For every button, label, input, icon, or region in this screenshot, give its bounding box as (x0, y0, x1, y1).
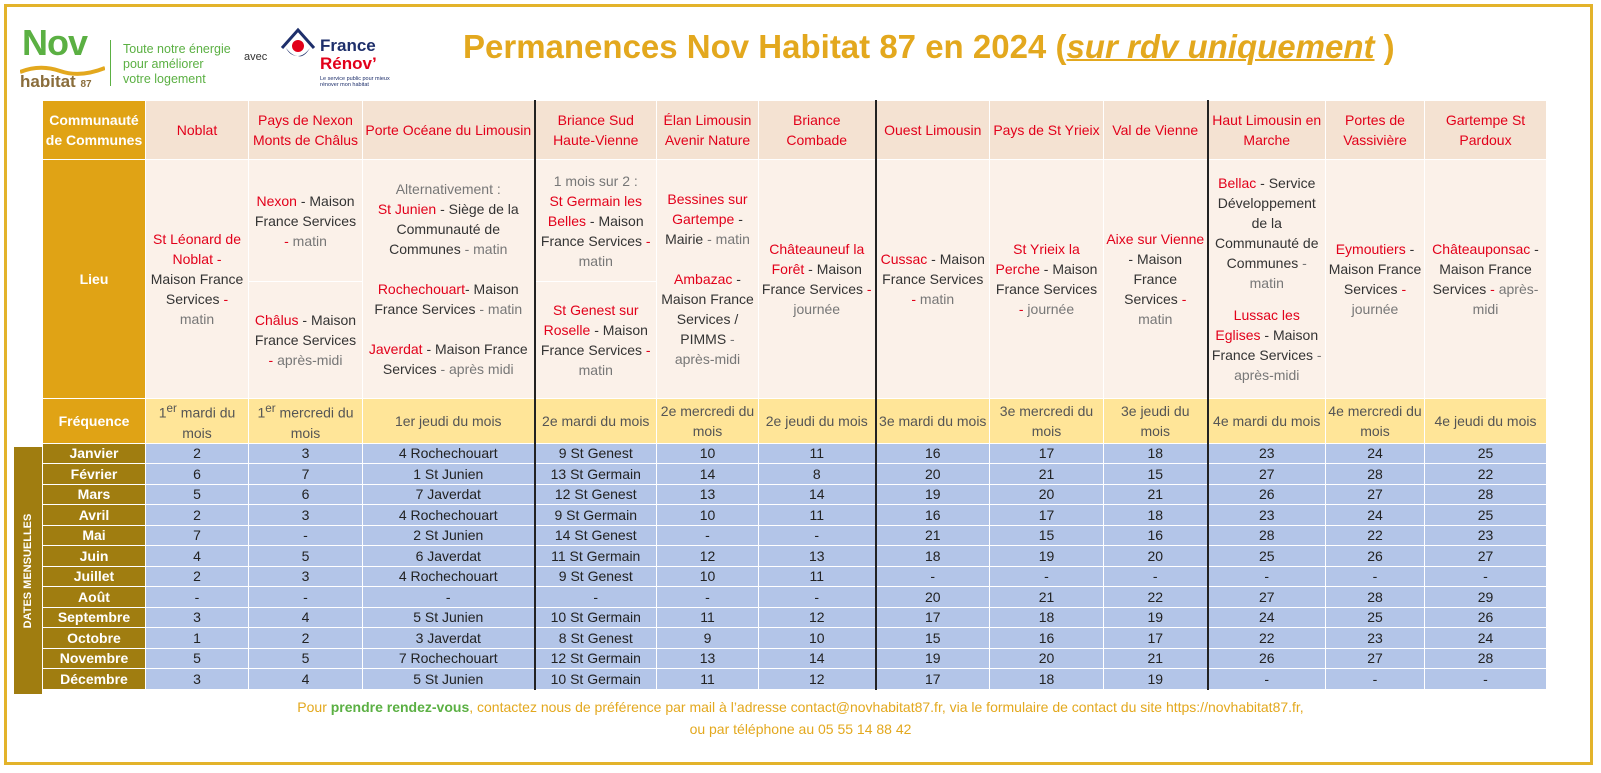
date-cell: 28 (1326, 587, 1425, 608)
table-row (43, 648, 1547, 669)
date-cell: 23 (1425, 525, 1547, 546)
table-row (43, 505, 1547, 526)
date-cell: 8 (759, 464, 876, 485)
cc-row (43, 101, 1547, 160)
cc-header: Val de Vienne (1104, 101, 1208, 160)
date-cell: - (1425, 566, 1547, 587)
date-cell: 5 (146, 648, 249, 669)
date-cell: 1 St Junien (363, 464, 535, 485)
date-cell: 2 St Junien (363, 525, 535, 546)
month-label: Septembre (43, 607, 146, 628)
lieu-cell: St Léonard de Noblat - Maison France Services - matin (146, 160, 249, 399)
date-cell: 5 (249, 648, 363, 669)
table-row (43, 443, 1547, 464)
date-cell: 24 (1208, 607, 1326, 628)
date-cell: 11 (759, 505, 876, 526)
date-cell: - (1208, 566, 1326, 587)
date-cell: 21 (1104, 648, 1208, 669)
frequence-row (43, 399, 1547, 444)
date-cell: 24 (1326, 505, 1425, 526)
permanences-table (42, 100, 1547, 690)
table-row (43, 628, 1547, 649)
date-cell: 10 St Germain (535, 669, 657, 690)
date-cell: 13 St Germain (535, 464, 657, 485)
date-cell: 10 (759, 628, 876, 649)
frequence-cell: 3e jeudi du mois (1104, 399, 1208, 444)
date-cell: 26 (1326, 546, 1425, 567)
date-cell: 19 (1104, 607, 1208, 628)
date-cell: 15 (1104, 464, 1208, 485)
table-row (43, 464, 1547, 485)
frequence-cell: 3e mardi du mois (876, 399, 990, 444)
lieu-row-label: Lieu (43, 160, 146, 399)
page-title: Permanences Nov Habitat 87 en 2024 (sur rdv uniquement ) (463, 28, 1395, 65)
date-cell: 11 (759, 443, 876, 464)
date-cell: 3 (249, 505, 363, 526)
date-cell: 20 (990, 648, 1104, 669)
month-label: Octobre (43, 628, 146, 649)
date-cell: 1 (146, 628, 249, 649)
date-cell: 7 Rochechouart (363, 648, 535, 669)
date-cell: - (1326, 669, 1425, 690)
date-cell: 6 (249, 484, 363, 505)
date-cell: 9 St Genest (535, 443, 657, 464)
date-cell: 16 (876, 443, 990, 464)
date-cell: 2 (146, 566, 249, 587)
date-cell: 12 (759, 669, 876, 690)
date-cell: 4 (249, 669, 363, 690)
date-cell: 22 (1326, 525, 1425, 546)
date-cell: 12 St Genest (535, 484, 657, 505)
date-cell: 13 (657, 648, 759, 669)
table-row (43, 484, 1547, 505)
date-cell: 19 (990, 546, 1104, 567)
date-cell: 21 (990, 587, 1104, 608)
date-cell: 7 (146, 525, 249, 546)
lieu-cell: Bessines sur Gartempe - Mairie - matin Ambazac - Maison France Services / PIMMS - après-midi (657, 160, 759, 399)
date-cell: 20 (876, 464, 990, 485)
date-cell: 17 (876, 607, 990, 628)
date-cell: 12 St Germain (535, 648, 657, 669)
frequence-cell: 1er jeudi du mois (363, 399, 535, 444)
date-cell: 28 (1326, 464, 1425, 485)
date-cell: 12 (759, 607, 876, 628)
date-cell: 19 (1104, 669, 1208, 690)
lieu-cell: Alternativement : St Junien - Siège de la Communauté de Communes - matin Rochechouart- Maison France Services - matin Javerdat - Maison France Services - après midi (363, 160, 535, 399)
table-row (43, 607, 1547, 628)
cc-header: Portes de Vassivière (1326, 101, 1425, 160)
date-cell: - (1425, 669, 1547, 690)
lieu-cell: Eymoutiers - Maison France Services - journée (1326, 160, 1425, 399)
date-cell: 11 (759, 566, 876, 587)
date-cell: - (535, 587, 657, 608)
date-cell: 29 (1425, 587, 1547, 608)
date-cell: 7 Javerdat (363, 484, 535, 505)
table-row (43, 546, 1547, 567)
date-cell: 9 St Germain (535, 505, 657, 526)
date-cell: 16 (876, 505, 990, 526)
date-cell: 3 (146, 669, 249, 690)
date-cell: 22 (1104, 587, 1208, 608)
house-icon (278, 26, 318, 70)
date-cell: 24 (1425, 628, 1547, 649)
logo-divider (110, 40, 111, 86)
cc-header: Haut Limousin en Marche (1208, 101, 1326, 160)
date-cell: 20 (876, 587, 990, 608)
date-cell: - (1326, 566, 1425, 587)
lieu-cell: St Yrieix la Perche - Maison France Services - journée (990, 160, 1104, 399)
cc-header: Gartempe St Pardoux (1425, 101, 1547, 160)
date-cell: 5 (146, 484, 249, 505)
date-cell: - (249, 587, 363, 608)
date-cell: 3 Javerdat (363, 628, 535, 649)
lieu-cell: Châteauneuf la Forêt - Maison France Services - journée (759, 160, 876, 399)
date-cell: - (657, 525, 759, 546)
date-cell: 26 (1425, 607, 1547, 628)
date-cell: 6 Javerdat (363, 546, 535, 567)
month-label: Mars (43, 484, 146, 505)
date-cell: - (759, 587, 876, 608)
date-cell: 17 (990, 505, 1104, 526)
frequence-cell: 1er mercredi du mois (249, 399, 363, 444)
cc-header: Ouest Limousin (876, 101, 990, 160)
month-label: Juillet (43, 566, 146, 587)
date-cell: 16 (1104, 525, 1208, 546)
date-cell: 2 (146, 505, 249, 526)
date-cell: 9 St Genest (535, 566, 657, 587)
date-cell: 27 (1425, 546, 1547, 567)
date-cell: - (876, 566, 990, 587)
date-cell: 4 Rochechouart (363, 443, 535, 464)
cc-header: Élan Limousin Avenir Nature (657, 101, 759, 160)
frequence-cell: 3e mercredi du mois (990, 399, 1104, 444)
date-cell: - (1104, 566, 1208, 587)
date-cell: 2 (146, 443, 249, 464)
date-cell: 20 (1104, 546, 1208, 567)
frequence-cell: 1er mardi du mois (146, 399, 249, 444)
date-cell: 2 (249, 628, 363, 649)
date-cell: 25 (1208, 546, 1326, 567)
date-cell: 18 (876, 546, 990, 567)
date-cell: - (1208, 669, 1326, 690)
cc-row-label: Communauté de Communes (43, 101, 146, 160)
date-cell: 21 (876, 525, 990, 546)
date-cell: 3 (146, 607, 249, 628)
cc-header: Noblat (146, 101, 249, 160)
cc-header: Porte Océane du Limousin (363, 101, 535, 160)
month-label: Juin (43, 546, 146, 567)
date-cell: 15 (876, 628, 990, 649)
date-cell: 19 (876, 648, 990, 669)
date-cell: 8 St Genest (535, 628, 657, 649)
date-cell: 10 St Germain (535, 607, 657, 628)
date-cell: - (249, 525, 363, 546)
month-label: Janvier (43, 443, 146, 464)
date-cell: 17 (1104, 628, 1208, 649)
cc-header: Briance Combade (759, 101, 876, 160)
date-cell: 23 (1208, 505, 1326, 526)
date-cell: 23 (1326, 628, 1425, 649)
date-cell: 20 (990, 484, 1104, 505)
date-cell: 28 (1425, 648, 1547, 669)
table-row (43, 669, 1547, 690)
date-cell: 4 (146, 546, 249, 567)
nov-habitat-logo (20, 22, 105, 92)
date-cell: 25 (1425, 505, 1547, 526)
date-cell: 10 (657, 566, 759, 587)
frequence-cell: 2e mardi du mois (535, 399, 657, 444)
month-label: Décembre (43, 669, 146, 690)
logo-habitat-text: habitat 87 (20, 72, 92, 91)
lieu-cell: Cussac - Maison France Services - matin (876, 160, 990, 399)
frequence-cell: 4e jeudi du mois (1425, 399, 1547, 444)
cc-header: Briance Sud Haute-Vienne (535, 101, 657, 160)
table-row (43, 587, 1547, 608)
date-cell: 7 (249, 464, 363, 485)
date-cell: - (363, 587, 535, 608)
date-cell: 18 (1104, 443, 1208, 464)
date-cell: 5 St Junien (363, 607, 535, 628)
dates-mensuelles-sidebar: DATES MENSUELLES (14, 447, 42, 694)
date-cell: 27 (1208, 587, 1326, 608)
date-cell: 25 (1326, 607, 1425, 628)
date-cell: 26 (1208, 484, 1326, 505)
months-body (43, 443, 1547, 689)
date-cell: - (146, 587, 249, 608)
date-cell: 27 (1208, 464, 1326, 485)
lieu-cell: 1 mois sur 2 : St Germain les Belles - Maison France Services - matin (535, 160, 657, 282)
month-label: Mai (43, 525, 146, 546)
footer-phone: ou par téléphone au 05 55 14 88 42 (689, 721, 912, 737)
footer-contact: Pour prendre rendez-vous, contactez nous de préférence par mail à l’adresse contact@novhabitat87.fr, via le formulaire de contact du site https://novhabitat87.fr, (297, 699, 1304, 715)
date-cell: 14 (759, 484, 876, 505)
date-cell: 18 (990, 669, 1104, 690)
date-cell: 21 (1104, 484, 1208, 505)
table-row (43, 566, 1547, 587)
date-cell: 4 Rochechouart (363, 566, 535, 587)
date-cell: 18 (990, 607, 1104, 628)
date-cell: 23 (1208, 443, 1326, 464)
lieu-row-top (43, 160, 1547, 282)
date-cell: 11 (657, 607, 759, 628)
cc-header: Pays de St Yrieix (990, 101, 1104, 160)
date-cell: 5 (249, 546, 363, 567)
date-cell: 14 (759, 648, 876, 669)
date-cell: 11 (657, 669, 759, 690)
date-cell: - (759, 525, 876, 546)
date-cell: 22 (1208, 628, 1326, 649)
date-cell: 3 (249, 566, 363, 587)
date-cell: 12 (657, 546, 759, 567)
date-cell: 17 (990, 443, 1104, 464)
date-cell: 6 (146, 464, 249, 485)
date-cell: 28 (1208, 525, 1326, 546)
logo-tagline: Toute notre énergie pour améliorer votre logement (123, 42, 231, 86)
logo-avec-text: avec (244, 51, 268, 63)
date-cell: - (990, 566, 1104, 587)
date-cell: 22 (1425, 464, 1547, 485)
date-cell: 18 (1104, 505, 1208, 526)
lieu-cell: Châlus - Maison France Services - après-midi (249, 282, 363, 399)
month-label: Août (43, 587, 146, 608)
frequence-cell: 4e mercredi du mois (1326, 399, 1425, 444)
table-row (43, 525, 1547, 546)
month-label: Avril (43, 505, 146, 526)
date-cell: 27 (1326, 484, 1425, 505)
date-cell: 14 (657, 464, 759, 485)
date-cell: 4 Rochechouart (363, 505, 535, 526)
date-cell: 15 (990, 525, 1104, 546)
france-renov-logo: France Rénov’ Le service public pour mieux rénover mon habitat (278, 26, 398, 96)
lieu-cell: Châteauponsac - Maison France Services - après-midi (1425, 160, 1547, 399)
date-cell: 10 (657, 505, 759, 526)
date-cell: 19 (876, 484, 990, 505)
date-cell: - (657, 587, 759, 608)
lieu-cell: Nexon - Maison France Services - matin (249, 160, 363, 282)
date-cell: 27 (1326, 648, 1425, 669)
frequence-cell: 2e mercredi du mois (657, 399, 759, 444)
date-cell: 3 (249, 443, 363, 464)
date-cell: 16 (990, 628, 1104, 649)
logo-nov-text: Nov (22, 22, 88, 63)
date-cell: 9 (657, 628, 759, 649)
date-cell: 10 (657, 443, 759, 464)
month-label: Novembre (43, 648, 146, 669)
date-cell: 11 St Germain (535, 546, 657, 567)
date-cell: 26 (1208, 648, 1326, 669)
date-cell: 25 (1425, 443, 1547, 464)
cc-header: Pays de Nexon Monts de Châlus (249, 101, 363, 160)
date-cell: 4 (249, 607, 363, 628)
date-cell: 21 (990, 464, 1104, 485)
frequence-cell: 4e mardi du mois (1208, 399, 1326, 444)
lieu-cell: Aixe sur Vienne - Maison France Services - matin (1104, 160, 1208, 399)
date-cell: 17 (876, 669, 990, 690)
date-cell: 13 (657, 484, 759, 505)
lieu-cell: St Genest sur Roselle - Maison France Services - matin (535, 282, 657, 399)
date-cell: 14 St Genest (535, 525, 657, 546)
frequence-row-label: Fréquence (43, 399, 146, 444)
date-cell: 24 (1326, 443, 1425, 464)
frequence-cell: 2e jeudi du mois (759, 399, 876, 444)
date-cell: 5 St Junien (363, 669, 535, 690)
date-cell: 28 (1425, 484, 1547, 505)
month-label: Février (43, 464, 146, 485)
lieu-cell: Bellac - Service Développement de la Communauté de Communes - matin Lussac les Eglises - Maison France Services - après-midi (1208, 160, 1326, 399)
date-cell: 13 (759, 546, 876, 567)
